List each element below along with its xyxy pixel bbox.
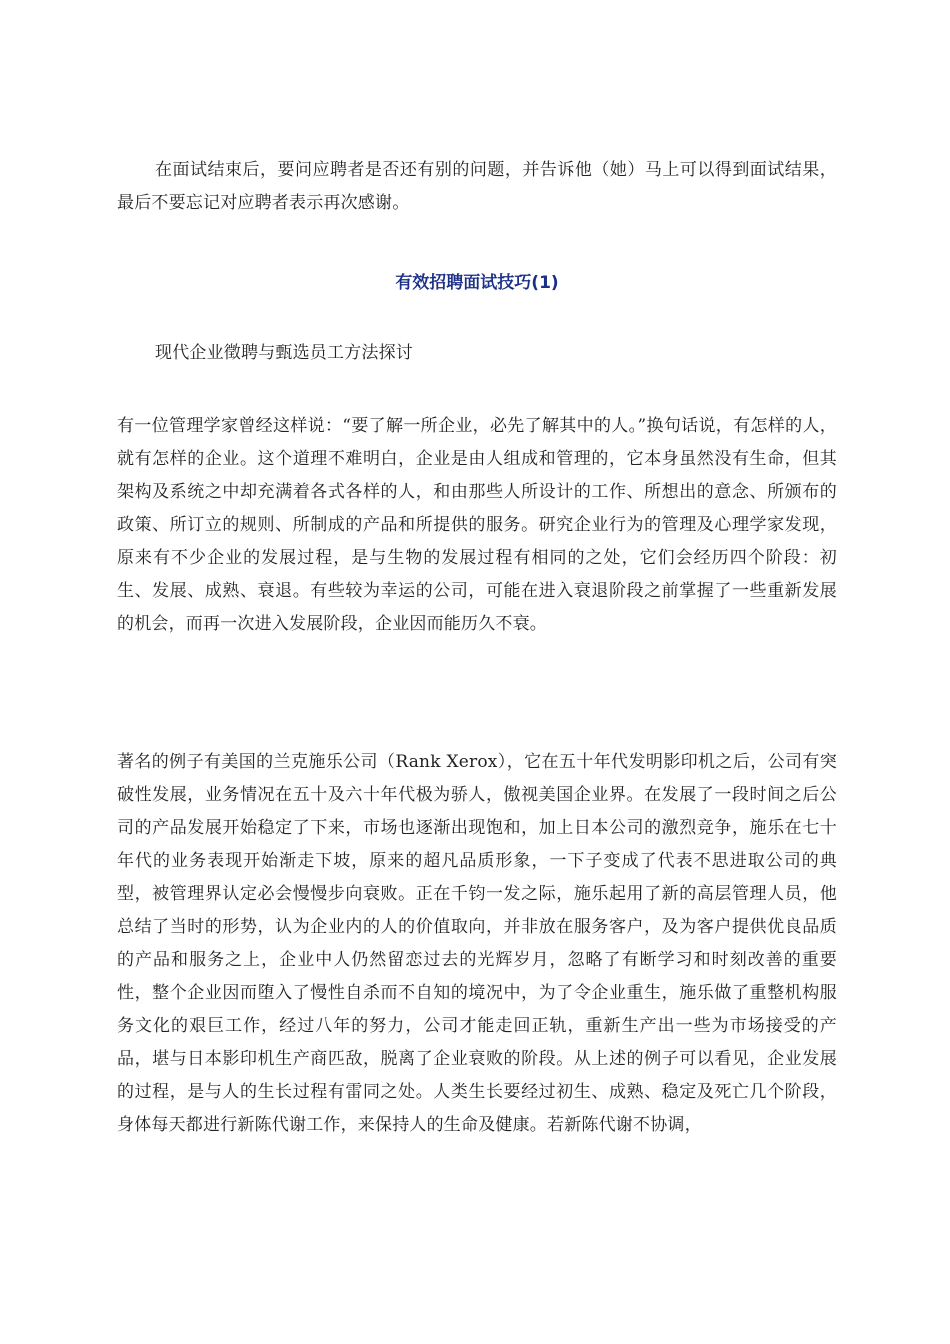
body-paragraph-1: 有一位管理学家曾经这样说：“要了解一所企业，必先了解其中的人。”换句话说，有怎样的人，就有怎样的企业。这个道理不难明白，企业是由人组成和管理的，它本身虽然没有生命，但其架构及系统之中却充满着各式各样的人，和由那些人所设计的工作、所想出的意念、所颁布的政策、所订立的规则、所制成的产品和所提供的服务。研究企业行为的管理及心理学家发现，原来有不少企业的发展过程，是与生物的发展过程有相同的之处，它们会经历四个阶段：初生、发展、成熟、衰退。有些较为幸运的公司，可能在进入衰退阶段之前掌握了一些重新发展的机会，而再一次进入发展阶段，企业因而能历久不衰。 [117,416,837,634]
section-heading: 有效招聘面试技巧(1) [395,273,559,293]
closing-paragraph: 在面试结束后，要问应聘者是否还有别的问题，并告诉他（她）马上可以得到面试结果，最后不要忘记对应聘者表示再次感谢。 [117,160,837,213]
body-paragraph-2: 著名的例子有美国的兰克施乐公司（Rank Xerox），它在五十年代发明影印机之后，公司有突破性发展，业务情况在五十及六十年代极为骄人，傲视美国企业界。在发展了一段时间之后公司的产品发展开始稳定了下来，市场也逐渐出现饱和，加上日本公司的激烈竞争，施乐在七十年代的业务表现开始渐走下坡，原来的超凡品质形象，一下子变成了代表不思进取公司的典型，被管理界认定必会慢慢步向衰败。正在千钧一发之际，施乐起用了新的高层管理人员，他总结了当时的形势，认为企业内的人的价值取向，并非放在服务客户，及为客户提供优良品质的产品和服务之上，企业中人仍然留恋过去的光辉岁月，忽略了有断学习和时刻改善的重要性，整个企业因而堕入了慢性自杀而不自知的境况中，为了令企业重生，施乐做了重整机构服务文化的艰巨工作，经过八年的努力，公司才能走回正轨，重新生产出一些为市场接受的产品，堪与日本影印机生产商匹敌，脱离了企业衰败的阶段。从上述的例子可以看见，企业发展的过程，是与人的生长过程有雷同之处。人类生长要经过初生、成熟、稳定及死亡几个阶段，身体每天都进行新陈代谢工作，来保持人的生命及健康。若新陈代谢不协调， [117,752,837,1135]
section-subheading: 现代企业徵聘与甄选员工方法探讨 [155,343,413,363]
